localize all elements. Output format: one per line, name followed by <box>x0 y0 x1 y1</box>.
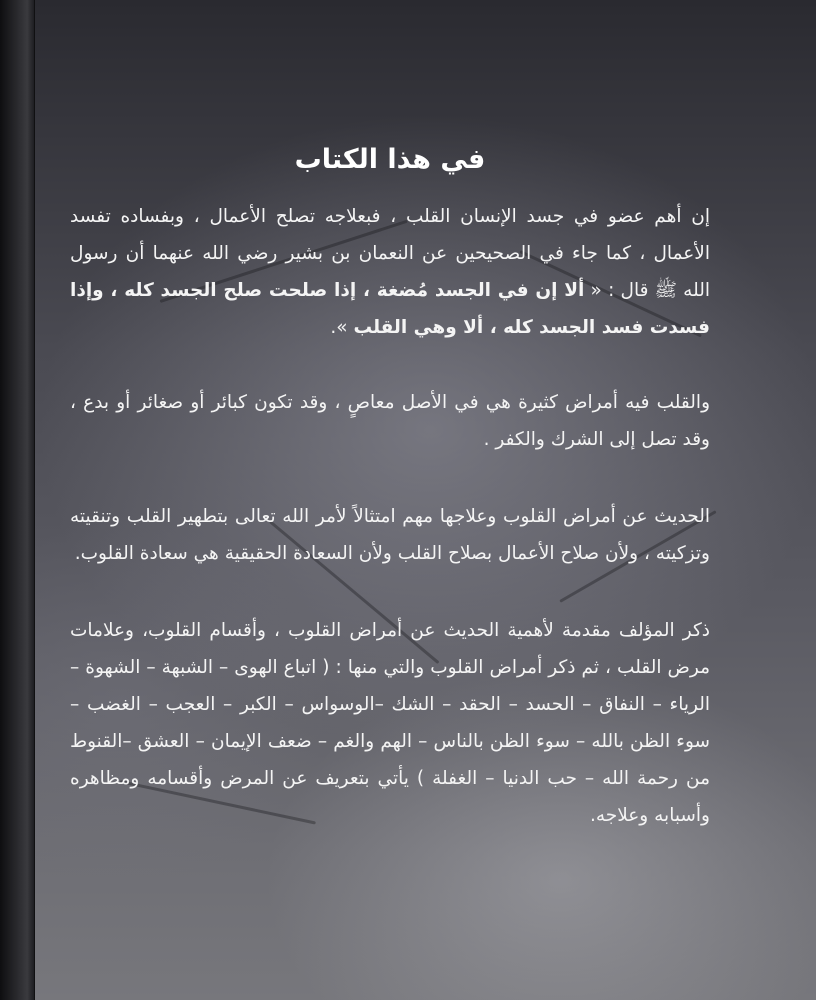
intro-text: إن أهم عضو في جسد الإنسان القلب ، فبعلاجه تصلح الأعمال ، وبفساده تفسد الأعمال ، كما جاء في الصحيحين عن النعمان بن بشير رضي الله عنهما أن رسول الله ﷺ قال : « <box>70 206 710 301</box>
paragraph-spacer <box>70 458 710 498</box>
paragraph-intro <box>70 198 710 346</box>
intro-text-end: ». <box>330 317 354 338</box>
paragraph-diseases: والقلب فيه أمراض كثيرة هي في الأصل معاصٍ ، وقد تكون كبائر أو صغائر أو بدع ، وقد تصل إلى الشرك والكفر . <box>70 392 710 450</box>
paragraph-importance: الحديث عن أمراض القلوب وعلاجها مهم امتثالاً لأمر الله تعالى بتطهير القلب وتنقيته وتزكيته ، ولأن صلاح الأعمال بصلاح القلب ولأن السعادة الحقيقية هي سعادة القلوب. <box>70 506 710 564</box>
paragraph-summary: ذكر المؤلف مقدمة لأهمية الحديث عن أمراض القلوب ، وأقسام القلوب، وعلامات مرض القلب ، ثم ذكر أمراض القلوب والتي منها : ( اتباع الهوى – الشبهة – الشهوة – الرياء – النفاق – الحسد – الحقد – الشك –الوسواس – الكبر – العجب – الغضب – سوء الظن بالله – سوء الظن بالناس – الهم والغم – ضعف الإيمان – العشق –القنوط من رحمة الله – حب الدنيا – الغفلة ) يأتي بتعريف عن المرض وأقسامه ومظاهره وأسبابه وعلاجه. <box>70 620 710 826</box>
paragraph-spacer <box>70 572 710 612</box>
paragraph-spacer <box>70 346 710 384</box>
cover-text <box>70 140 710 834</box>
book-spine <box>0 0 35 1000</box>
page-title: في هذا الكتاب <box>294 144 486 175</box>
hadith-quote: ألا إن في الجسد مُضغة ، إذا صلحت صلح الجسد كله ، وإذا فسدت فسد الجسد كله ، ألا وهي القلب <box>70 280 710 338</box>
